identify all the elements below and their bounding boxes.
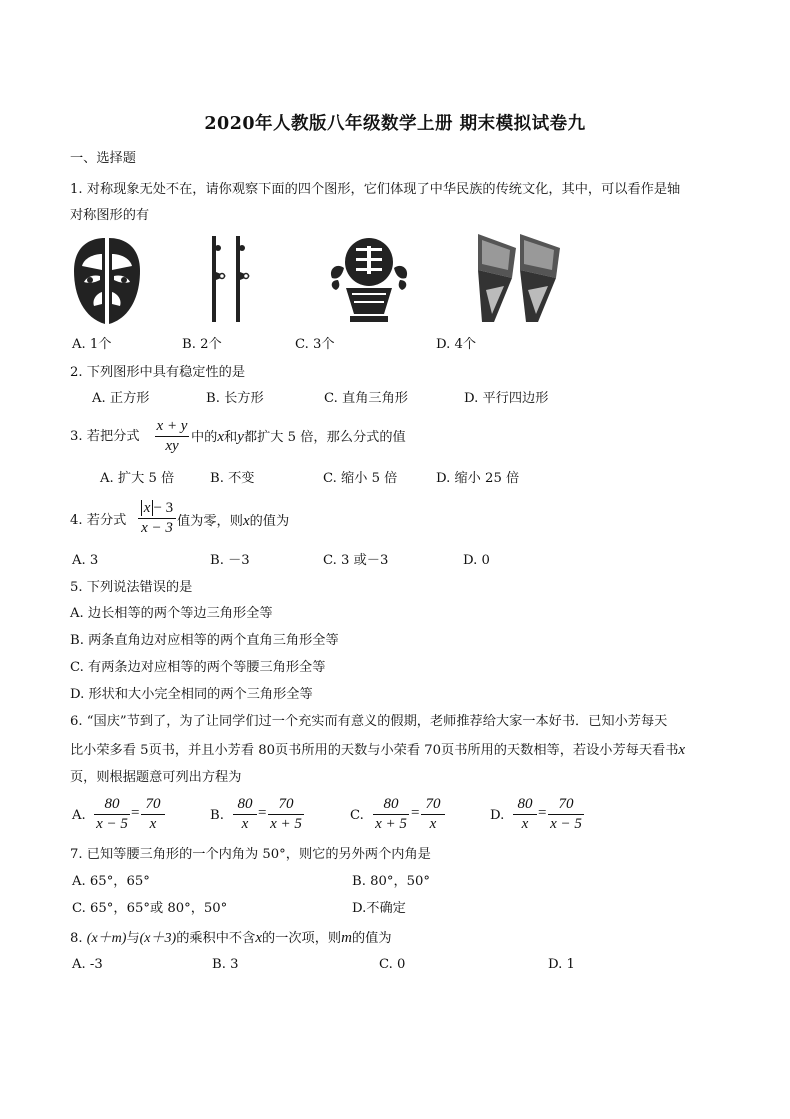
q6-option-b-label[interactable]: B. [210, 808, 224, 823]
q1-option-b[interactable]: B. 2个 [182, 337, 222, 352]
q5-option-d[interactable]: D. 形状和大小完全相同的两个三角形全等 [70, 687, 313, 702]
q3-option-d[interactable]: D. 缩小 25 倍 [436, 471, 520, 486]
q8-option-d[interactable]: D. 1 [548, 957, 575, 972]
q3-text-a: 中的 [191, 430, 218, 445]
q6-stem-line2 [70, 741, 685, 760]
q6-option-d-label[interactable]: D. [490, 808, 505, 823]
q3-stem-pre: 3. 若把分式 [70, 429, 140, 444]
q6-d-rnum: 70 [558, 796, 574, 812]
q3-fraction-numerator: x + y [156, 418, 188, 434]
q6-option-b-right-fraction [268, 796, 304, 833]
q4-stem-post [177, 512, 289, 531]
equals-sign: = [538, 805, 547, 821]
q2-option-a[interactable]: A. 正方形 [92, 391, 150, 406]
q8-var-x: x [255, 930, 262, 946]
q3-option-b[interactable]: B. 不变 [210, 471, 255, 486]
q4-num-rest: − 3 [153, 500, 174, 516]
q5-option-a[interactable]: A. 边长相等的两个等边三角形全等 [70, 606, 273, 621]
q7-option-c[interactable]: C. 65°，65°或 80°，50° [72, 901, 228, 916]
equals-sign: = [258, 805, 267, 821]
q6-option-a-left-fraction [94, 796, 130, 833]
q6-option-c-label[interactable]: C. [350, 808, 364, 823]
q6-c-rden: x [429, 816, 437, 832]
q8-text-mid: 与 [126, 931, 140, 946]
q6-a-rnum: 70 [145, 796, 161, 812]
q4-stem-pre: 4. 若分式 [70, 513, 127, 528]
sword-ornament-pair-icon [208, 232, 258, 324]
q4-option-d[interactable]: D. 0 [463, 553, 490, 568]
equals-sign: = [131, 805, 140, 821]
q4-option-a[interactable]: A. 3 [72, 553, 99, 568]
q6-var-x: x [678, 742, 686, 758]
q4-text-a: 值为零，则 [177, 514, 243, 529]
q4-var-x: x [242, 513, 250, 529]
q6-option-d-left-fraction [513, 796, 537, 833]
q3-option-c[interactable]: C. 缩小 5 倍 [323, 471, 398, 486]
q4-fraction [138, 500, 176, 537]
q6-b-rden: x + 5 [270, 816, 302, 832]
q6-a-lden: x − 5 [96, 816, 128, 832]
q4-fraction-denominator: x − 3 [141, 520, 173, 536]
equals-sign: = [411, 805, 420, 821]
q3-option-a[interactable]: A. 扩大 5 倍 [100, 471, 175, 486]
q5-stem: 5. 下列说法错误的是 [70, 580, 193, 595]
q6-stem-line3: 页，则根据题意可列出方程为 [70, 770, 242, 785]
q8-var-m: m [341, 930, 352, 946]
q8-expr1: (x＋m) [86, 931, 127, 946]
q6-option-b-left-fraction [233, 796, 257, 833]
q1-stem-line1: 1. 对称现象无处不在，请你观察下面的四个图形，它们体现了中华民族的传统文化，其中，可以看作是轴 [70, 182, 681, 197]
q6-option-c-right-fraction [421, 796, 445, 833]
q8-expr2: (x＋3) [139, 931, 177, 946]
q5-option-c[interactable]: C. 有两条边对应相等的两个等腰三角形全等 [70, 660, 326, 675]
q6-option-d-right-fraction [548, 796, 584, 833]
q6-option-a-label[interactable]: A. [72, 808, 86, 823]
q5-option-b[interactable]: B. 两条直角边对应相等的两个直角三角形全等 [70, 633, 339, 648]
q3-var-y: y [237, 429, 244, 445]
q3-text-c: 都扩大 5 倍，那么分式的值 [243, 430, 406, 445]
q7-option-b[interactable]: B. 80°，50° [352, 874, 431, 889]
q3-fraction-denominator: xy [165, 438, 179, 454]
q7-stem: 7. 已知等腰三角形的一个内角为 50°，则它的另外两个内角是 [70, 847, 431, 862]
q3-stem-post [191, 428, 406, 447]
q4-option-b[interactable]: B. －3 [210, 553, 250, 568]
q6-option-a-right-fraction [141, 796, 165, 833]
q7-option-d[interactable]: D.不确定 [352, 901, 406, 916]
q8-option-c[interactable]: C. 0 [379, 957, 406, 972]
q3-text-b: 和 [224, 430, 238, 445]
q6-option-c-left-fraction [373, 796, 409, 833]
q6-a-lnum: 80 [104, 796, 120, 812]
q6-d-lnum: 80 [517, 796, 533, 812]
q6-stem-line1: 6. “国庆”节到了，为了让同学们过一个充实而有意义的假期，老师推荐给大家一本好书．已知小芳每天 [70, 714, 668, 729]
q6-d-rden: x − 5 [550, 816, 582, 832]
q6-c-lnum: 80 [383, 796, 399, 812]
q1-option-d[interactable]: D. 4个 [436, 337, 477, 352]
q6-b-lden: x [241, 816, 249, 832]
q6-b-rnum: 70 [278, 796, 294, 812]
q8-stem [70, 929, 392, 948]
q4-abs-x: x [141, 500, 154, 516]
q8-text-b: 的一次项，则 [261, 931, 342, 946]
q1-stem-line2: 对称图形的有 [70, 208, 150, 223]
q2-option-b[interactable]: B. 长方形 [206, 391, 264, 406]
q1-option-a[interactable]: A. 1个 [72, 337, 112, 352]
q6-c-rnum: 70 [425, 796, 441, 812]
q8-option-b[interactable]: B. 3 [212, 957, 239, 972]
q4-text-b: 的值为 [249, 514, 290, 529]
q2-option-d[interactable]: D. 平行四边形 [464, 391, 549, 406]
opera-mask-pair-icon [72, 236, 142, 326]
q6-d-lden: x [521, 816, 529, 832]
kite-pair-icon [474, 230, 564, 326]
q8-option-a[interactable]: A. -3 [72, 957, 103, 972]
q2-option-c[interactable]: C. 直角三角形 [324, 391, 408, 406]
q6-b-lnum: 80 [237, 796, 253, 812]
q8-text-a: 的乘积中不含 [176, 931, 256, 946]
q3-fraction [155, 418, 189, 455]
q1-option-c[interactable]: C. 3个 [295, 337, 335, 352]
q2-stem: 2. 下列图形中具有稳定性的是 [70, 365, 246, 380]
q8-number: 8. [70, 931, 83, 946]
q6-c-lden: x + 5 [375, 816, 407, 832]
q4-option-c[interactable]: C. 3 或－3 [323, 553, 389, 568]
page-title: 2020年人教版八年级数学上册 期末模拟试卷九 [204, 114, 586, 134]
q6-a-rden: x [149, 816, 157, 832]
q3-var-x: x [217, 429, 225, 445]
q6-line2-text: 比小荣多看 5页书，并且小芳看 80页书所用的天数与小荣看 70页书所用的天数相等，若设小芳每天看书 [70, 743, 679, 758]
double-happiness-vase-icon [326, 232, 412, 324]
section-heading: 一、选择题 [70, 151, 136, 166]
q8-text-c: 的值为 [351, 931, 392, 946]
q7-option-a[interactable]: A. 65°，65° [72, 874, 150, 889]
